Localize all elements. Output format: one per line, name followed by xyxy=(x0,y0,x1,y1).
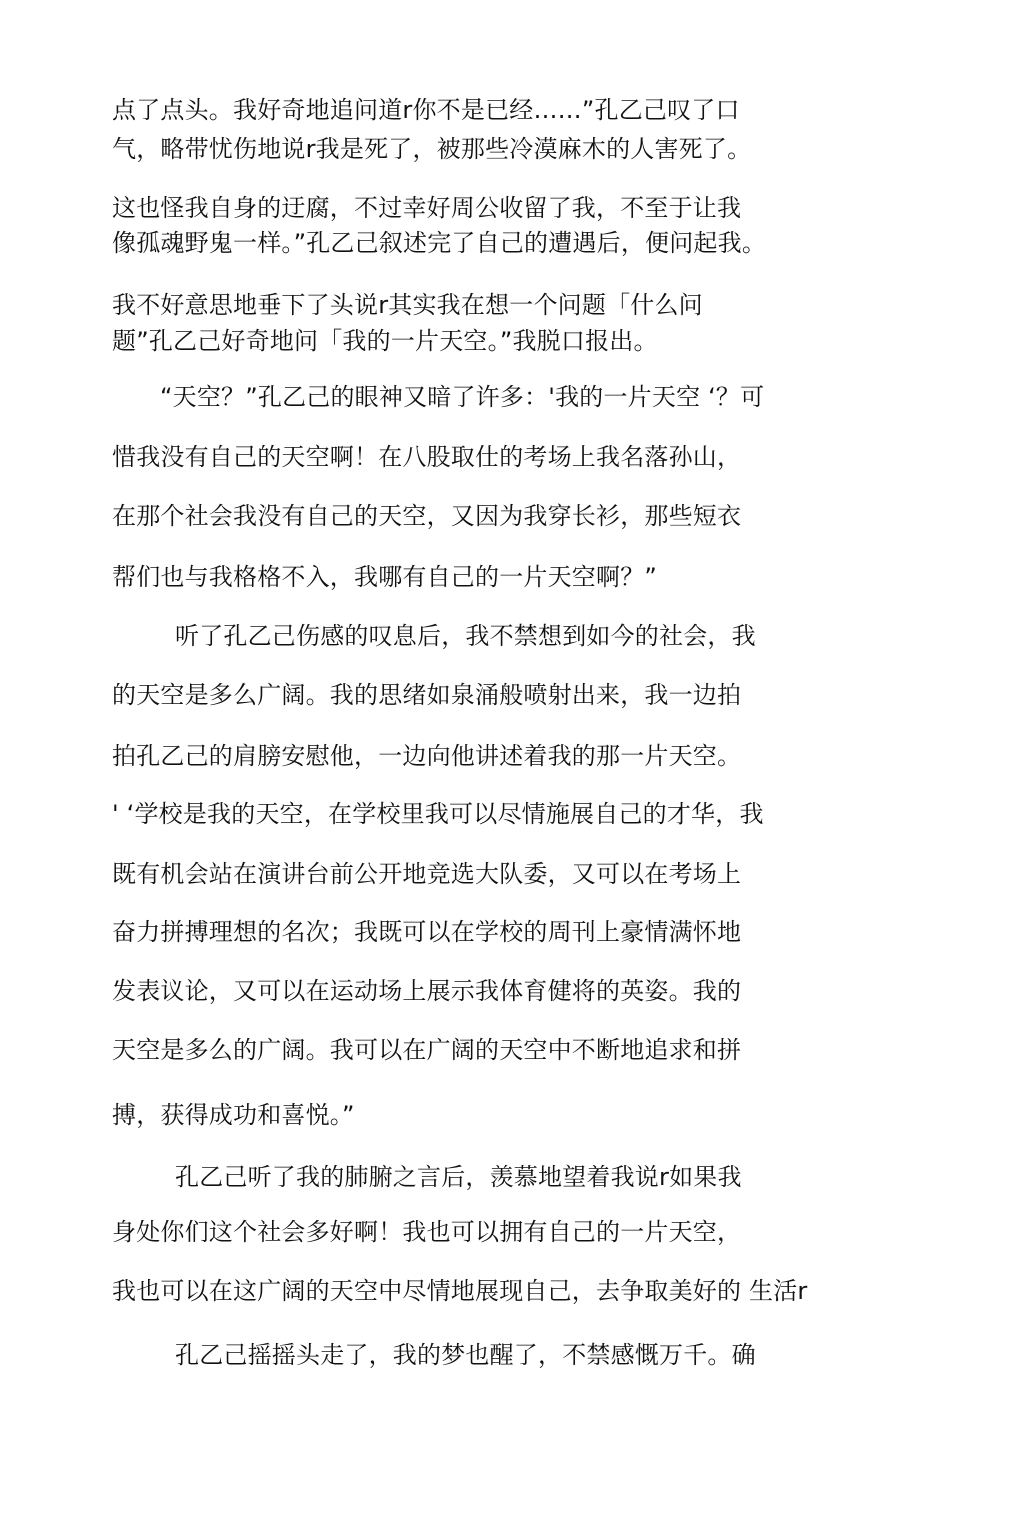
text-line: 的天空是多么广阔。我的思绪如泉涌般喷射出来，我一边拍 xyxy=(112,681,742,709)
text-line: 拍孔乙己的肩膀安慰他，一边向他讲述着我的那一片天空。 xyxy=(112,742,742,770)
text-line: ' ‘学校是我的天空，在学校里我可以尽情施展自己的才华，我 xyxy=(112,800,764,828)
text-line: 点了点头。我好奇地追问道r你不是已经……”孔乙己叹了口 xyxy=(112,96,740,124)
text-line: 搏，获得成功和喜悦。” xyxy=(112,1101,355,1129)
text-line: 天空是多么的广阔。我可以在广阔的天空中不断地追求和拼 xyxy=(112,1036,742,1064)
text-line: 我也可以在这广阔的天空中尽情地展现自己，去争取美好的 生活r xyxy=(112,1277,808,1305)
text-line: 像孤魂野鬼一样。”孔乙己叙述完了自己的遭遇后，便问起我。 xyxy=(112,229,767,257)
text-line: 这也怪我自身的迂腐，不过幸好周公收留了我，不至于让我 xyxy=(112,194,742,222)
text-line: 题”孔乙己好奇地问「我的一片天空。”我脱口报出。 xyxy=(112,327,658,355)
text-line: 孔乙己摇摇头走了，我的梦也醒了，不禁感慨万千。确 xyxy=(175,1341,756,1369)
text-line: 发表议论，又可以在运动场上展示我体育健将的英姿。我的 xyxy=(112,977,742,1005)
text-line: 既有机会站在演讲台前公开地竞选大队委，又可以在考场上 xyxy=(112,860,742,888)
text-line: 我不好意思地垂下了头说r其实我在想一个问题「什么问 xyxy=(112,291,703,319)
text-line: “天空？”孔乙己的眼神又暗了许多：'我的一片天空 ‘？可 xyxy=(160,383,765,411)
text-line: 气，略带忧伤地说r我是死了，被那些冷漠麻木的人害死了。 xyxy=(112,135,752,163)
text-line: 身处你们这个社会多好啊！我也可以拥有自己的一片天空， xyxy=(112,1218,742,1246)
text-line: 听了孔乙己伤感的叹息后，我不禁想到如今的社会，我 xyxy=(175,622,756,650)
text-line: 惜我没有自己的天空啊！在八股取仕的考场上我名落孙山， xyxy=(112,443,742,471)
text-line: 奋力拼搏理想的名次；我既可以在学校的周刊上豪情满怀地 xyxy=(112,918,742,946)
text-line: 孔乙己听了我的肺腑之言后，羡慕地望着我说r如果我 xyxy=(175,1163,742,1191)
text-line: 在那个社会我没有自己的天空，又因为我穿长衫，那些短衣 xyxy=(112,502,742,530)
text-line: 帮们也与我格格不入，我哪有自己的一片天空啊？” xyxy=(112,563,658,591)
